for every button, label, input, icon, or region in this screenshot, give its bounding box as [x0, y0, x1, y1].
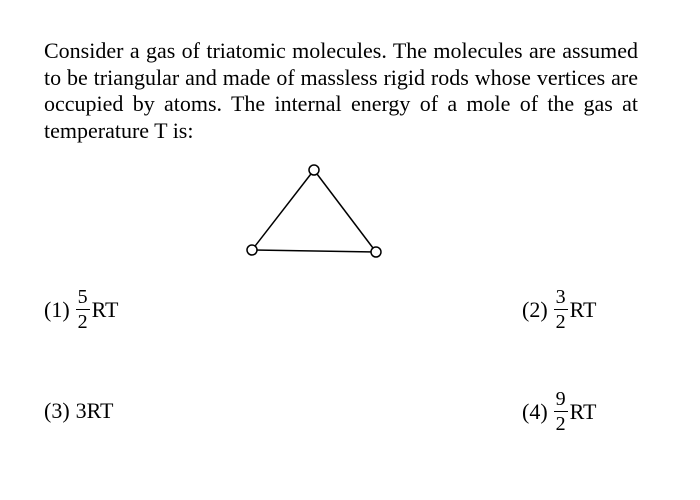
option-2-suffix: RT: [569, 296, 597, 322]
option-2-denominator: 2: [555, 311, 566, 333]
rod-bottom: [252, 250, 376, 252]
option-1-fraction: [76, 286, 90, 333]
option-4-fraction: [554, 388, 568, 435]
option-2[interactable]: [522, 286, 596, 333]
option-2-label: (2): [522, 296, 548, 322]
option-3-text: 3RT: [75, 398, 114, 423]
atom-top: [309, 165, 319, 175]
fraction-bar: [554, 411, 568, 412]
rod-right: [314, 170, 376, 252]
fraction-bar: [554, 309, 568, 310]
option-2-numerator: 3: [555, 286, 566, 308]
option-1-label: (1): [44, 296, 70, 322]
option-4-numerator: 9: [555, 388, 566, 410]
option-1-numerator: 5: [77, 286, 88, 308]
fraction-bar: [76, 309, 90, 310]
option-3[interactable]: [44, 398, 113, 424]
atom-left: [247, 245, 257, 255]
option-1[interactable]: [44, 286, 118, 333]
atom-right: [371, 247, 381, 257]
option-3-label: (3): [44, 398, 70, 423]
option-4[interactable]: [522, 388, 596, 435]
triangle-molecule-diagram: [240, 160, 390, 265]
option-4-suffix: RT: [569, 398, 597, 424]
option-4-label: (4): [522, 398, 548, 424]
option-4-denominator: 2: [555, 413, 566, 435]
option-1-denominator: 2: [77, 311, 88, 333]
option-2-fraction: [554, 286, 568, 333]
question-text: Consider a gas of triatomic molecules. The molecules are assumed to be triangular and made of massless rigid rods whose vertices are occupied by atoms. The internal energy of a mole of the gas at temperature T is:: [44, 38, 638, 143]
rod-left: [252, 170, 314, 250]
option-1-suffix: RT: [91, 296, 119, 322]
